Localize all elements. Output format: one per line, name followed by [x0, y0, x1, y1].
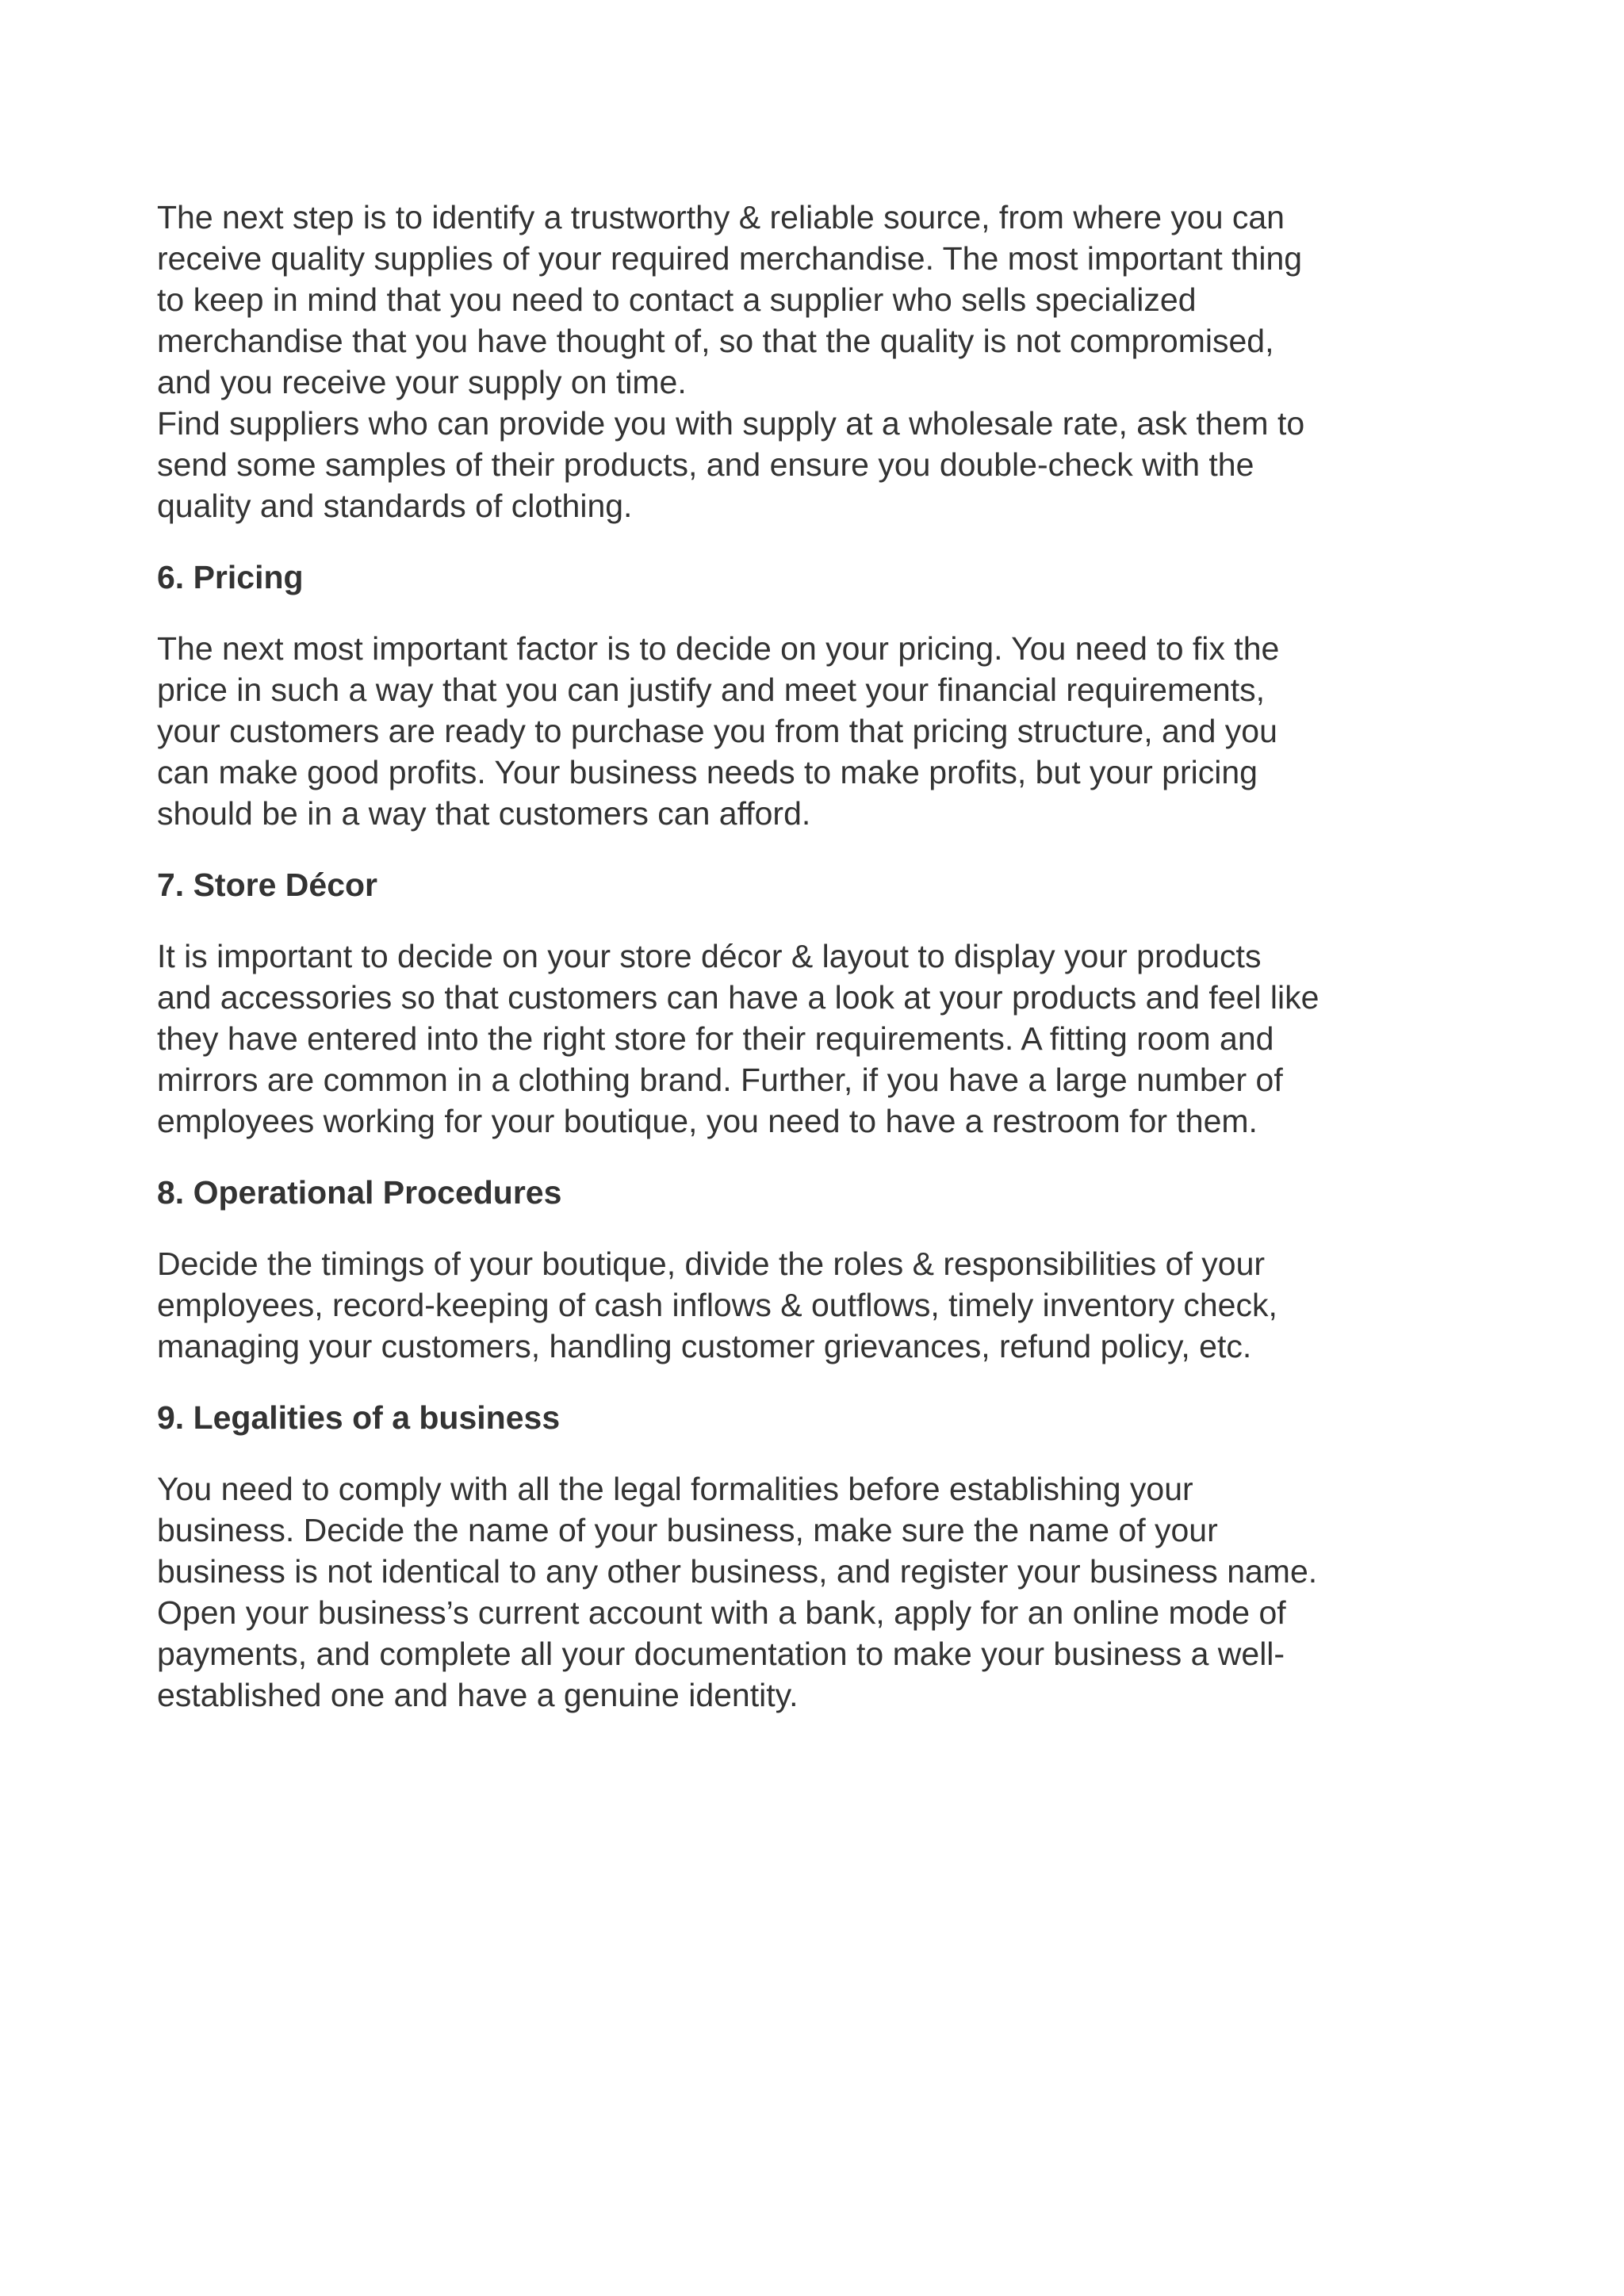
text-line: Find suppliers who can provide you with supply at a wholesale rate, ask them to	[157, 405, 1305, 442]
text-line: quality and standards of clothing.	[157, 488, 633, 524]
text-line: You need to comply with all the legal formalities before establishing your	[157, 1471, 1193, 1507]
paragraph-store-decor	[157, 936, 1457, 1142]
paragraph-operational-procedures	[157, 1243, 1457, 1367]
text-line: Open your business’s current account with a bank, apply for an online mode of	[157, 1594, 1286, 1631]
text-line: business is not identical to any other business, and register your business name.	[157, 1553, 1318, 1590]
text-line: merchandise that you have thought of, so that the quality is not compromised,	[157, 323, 1274, 359]
text-line: established one and have a genuine identity.	[157, 1677, 799, 1713]
text-line: employees, record-keeping of cash inflows & outflows, timely inventory check,	[157, 1287, 1277, 1323]
text-line: they have entered into the right store for their requirements. A fitting room and	[157, 1020, 1274, 1057]
text-line: receive quality supplies of your required merchandise. The most important thing	[157, 240, 1303, 277]
heading-operational-procedures: 8. Operational Procedures	[157, 1174, 562, 1211]
paragraph-pricing	[157, 628, 1457, 834]
text-line: price in such a way that you can justify and meet your financial requirements,	[157, 672, 1265, 708]
text-line: your customers are ready to purchase you from that pricing structure, and you	[157, 713, 1277, 749]
heading-pricing: 6. Pricing	[157, 559, 304, 595]
text-line: can make good profits. Your business needs to make profits, but your pricing	[157, 754, 1258, 790]
paragraph-wholesale-suppliers	[157, 403, 1457, 526]
text-line: and accessories so that customers can have a look at your products and feel like	[157, 979, 1320, 1016]
text-line: The next most important factor is to decide on your pricing. You need to fix the	[157, 630, 1280, 667]
text-line: to keep in mind that you need to contact a supplier who sells specialized	[157, 281, 1197, 318]
text-line: payments, and complete all your documentation to make your business a well-	[157, 1636, 1285, 1672]
text-line: should be in a way that customers can afford.	[157, 795, 811, 832]
text-line: Decide the timings of your boutique, divide the roles & responsibilities of your	[157, 1246, 1266, 1282]
text-line: It is important to decide on your store décor & layout to display your products	[157, 938, 1262, 974]
document-body	[157, 197, 1457, 1746]
text-line: and you receive your supply on time.	[157, 364, 687, 400]
heading-store-decor: 7. Store Décor	[157, 867, 377, 903]
text-line: The next step is to identify a trustworthy & reliable source, from where you can	[157, 199, 1285, 235]
text-line: business. Decide the name of your business, make sure the name of your	[157, 1512, 1218, 1548]
heading-legalities: 9. Legalities of a business	[157, 1399, 561, 1436]
text-line: managing your customers, handling customer grievances, refund policy, etc.	[157, 1328, 1252, 1364]
text-line: mirrors are common in a clothing brand. Further, if you have a large number of	[157, 1062, 1283, 1098]
text-line: employees working for your boutique, you need to have a restroom for them.	[157, 1103, 1258, 1139]
text-line: send some samples of their products, and ensure you double-check with the	[157, 446, 1254, 483]
paragraph-supplier-source	[157, 197, 1457, 403]
paragraph-legalities	[157, 1468, 1457, 1716]
